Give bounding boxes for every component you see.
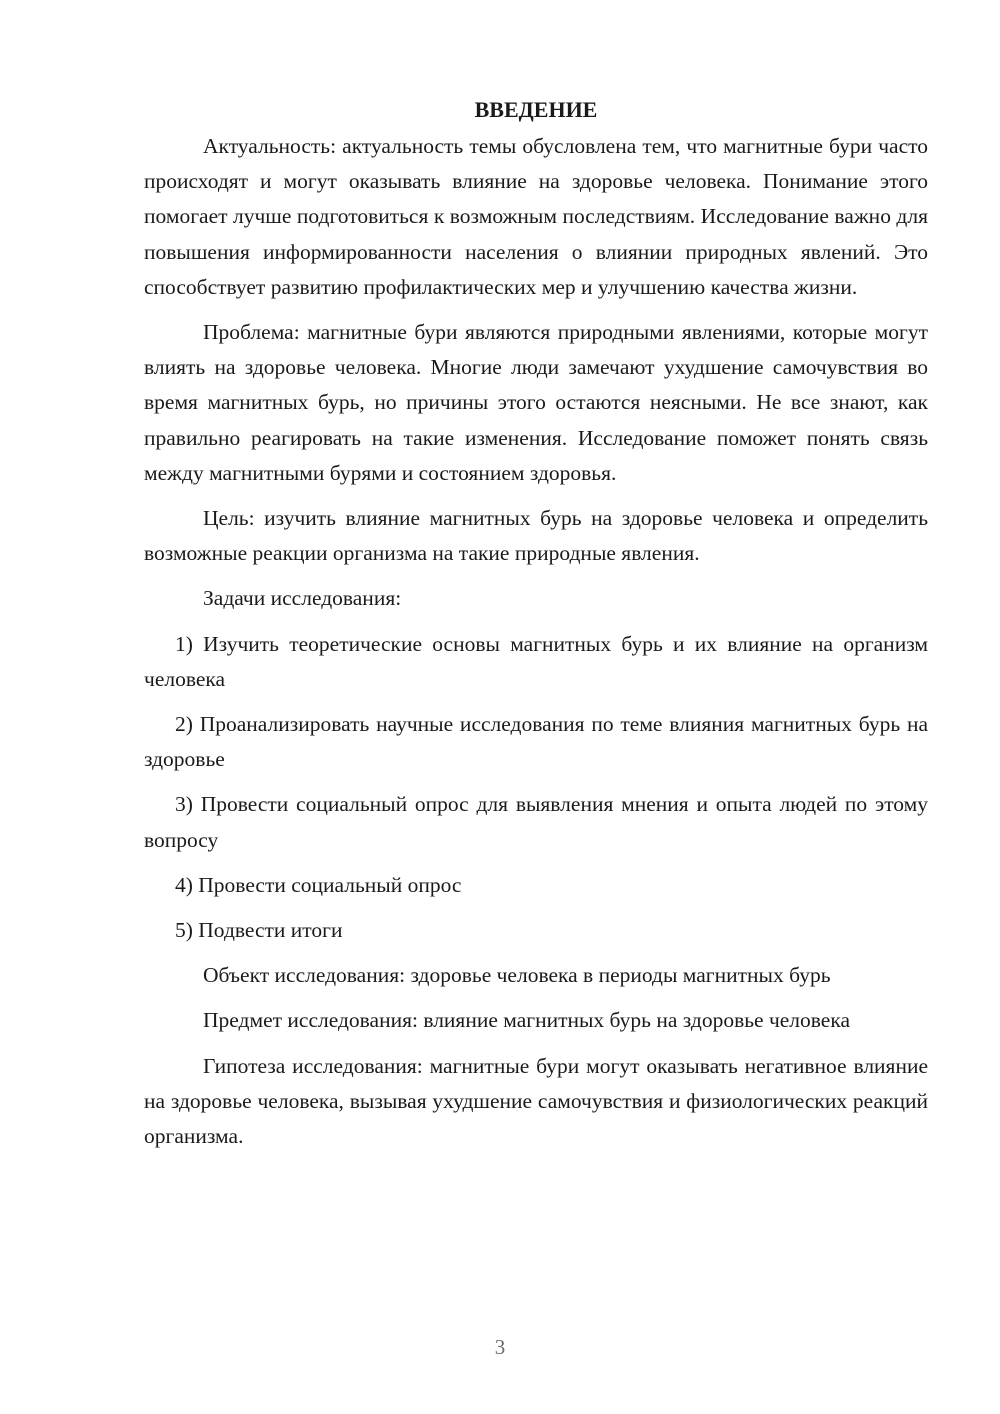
subject-paragraph: Предмет исследования: влияние магнитных бурь на здоровье человека [203,1008,851,1033]
list-item: 1) Изучить теоретические основы магнитных бурь и их влияние на организм человека [144,631,928,691]
list-item: 3) Провести социальный опрос для выявления мнения и опыта людей по этому вопросу [144,792,928,852]
page-number: 3 [494,1335,506,1359]
tasks-list [144,627,928,949]
list-item: 2) Проанализировать научные исследования по теме влияния магнитных бурь на здоровье [144,712,928,772]
problem-paragraph: Проблема: магнитные бури являются природными явлениями, которые могут влиять на здоровье человека. Многие люди замечают ухудшение самочувствия во время магнитных бурь, но причины этого остаются неясными. Не все знают, как правильно реагировать на такие изменения. Исследование поможет понять связь между магнитными бурями и состоянием здоровья. [144,320,928,485]
hypothesis-paragraph: Гипотеза исследования: магнитные бури могут оказывать негативное влияние на здоровье человека, вызывая ухудшение самочувствия и физиологических реакций организма. [144,1053,928,1149]
tasks-heading: Задачи исследования: [203,586,402,611]
object-paragraph: Объект исследования: здоровье человека в периоды магнитных бурь [203,963,831,988]
list-item: 4) Провести социальный опрос [175,872,462,897]
document-page [144,92,928,1164]
relevance-paragraph: Актуальность: актуальность темы обусловлена тем, что магнитные бури часто происходят и могут оказывать влияние на здоровье человека. Понимание этого помогает лучше подготовиться к возможным последствиям. Исследование важно для повышения информированности населения о влиянии природных явлений. Это способствует развитию профилактических мер и улучшению качества жизни. [144,134,928,299]
section-title: ВВЕДЕНИЕ [474,97,598,122]
goal-paragraph: Цель: изучить влияние магнитных бурь на здоровье человека и определить возможные реакции организма на такие природные явления. [144,506,928,566]
list-item: 5) Подвести итоги [175,918,343,943]
